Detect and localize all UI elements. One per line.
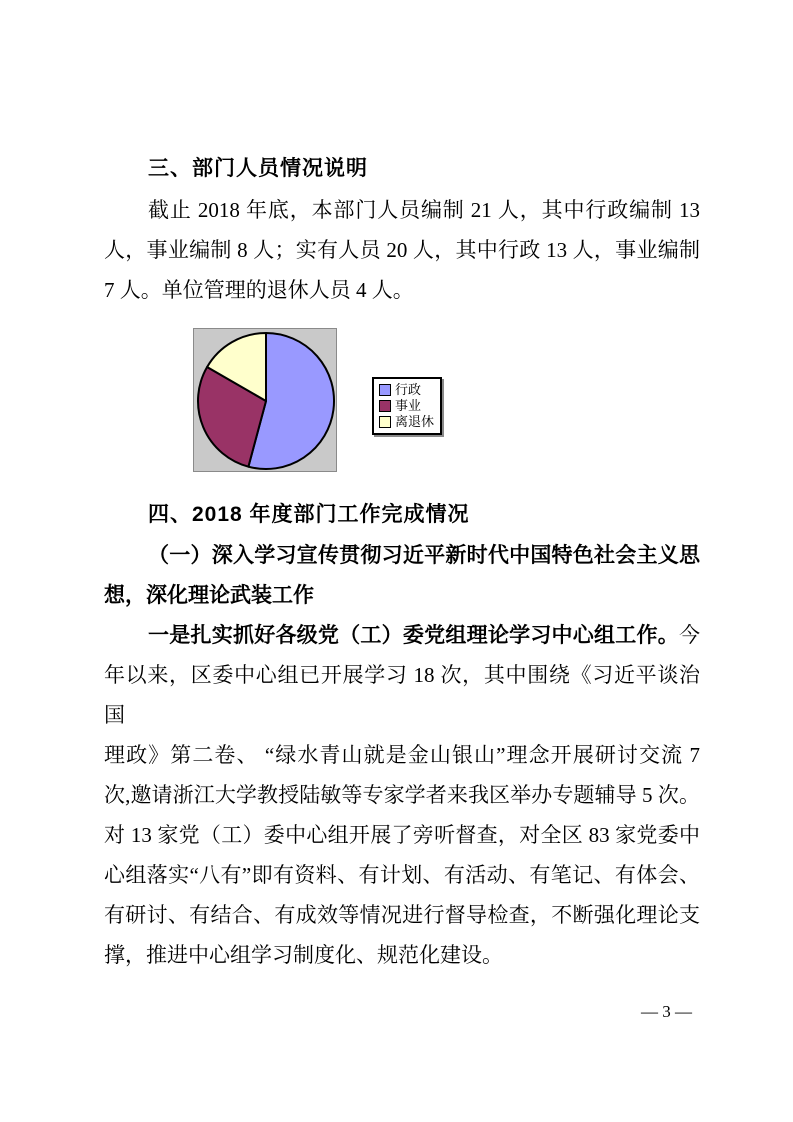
section3-paragraph [104,190,700,310]
paragraph-line [104,615,700,655]
paragraph-line: 有研讨、有结合、有成效等情况进行督导检查，不断强化理论支 [104,903,700,927]
page-number: — 3 — [641,1002,692,1021]
paragraph-line: 截止 2018 年底，本部门人员编制 21 人，其中行政编制 13 [148,198,700,222]
legend-label: 离退休 [395,414,435,429]
paragraph-line: 年以来，区委中心组已开展学习 18 次，其中围绕《习近平谈治国 [104,663,700,727]
subsection1-heading [104,535,700,615]
legend-item [379,415,434,429]
paragraph-line: 人，事业编制 8 人；实有人员 20 人，其中行政 13 人，事业编制 [104,238,700,262]
section4-heading: 四、2018 年度部门工作完成情况 [148,503,470,526]
paragraph-line: 对 13 家党（工）委中心组开展了旁听督查，对全区 83 家党委中 [104,823,700,847]
paragraph-line: 心组落实“八有”即有资料、有计划、有活动、有笔记、有体会、 [104,863,700,887]
subsection-heading-line: 想，深化理论武装工作 [104,583,314,607]
paragraph-bold-lead: 一是扎实抓好各级党（工）委党组理论学习中心组工作。 [148,623,679,647]
paragraph-line: 撑，推进中心组学习制度化、规范化建设。 [104,943,503,967]
subsection-heading-line: （一）深入学习宣传贯彻习近平新时代中国特色社会主义思 [148,543,700,567]
paragraph-text: 今 [679,623,700,647]
section4-paragraph [104,615,700,975]
legend-label: 事业 [395,398,422,413]
legend-swatch-lituixiu [379,416,391,428]
legend-label: 行政 [395,382,422,397]
pie-chart-svg [193,328,339,474]
paragraph-line: 7 人。单位管理的退休人员 4 人。 [104,278,414,302]
paragraph-line: 次,邀请浙江大学教授陆敏等专家学者来我区举办专题辅导 5 次。 [104,783,700,807]
legend-item [379,399,434,413]
personnel-pie-chart [193,328,613,478]
paragraph-line: 理政》第二卷、 “绿水青山就是金山银山”理念开展研讨交流 7 [104,743,700,767]
chart-legend [372,377,442,435]
legend-swatch-shiye [379,400,391,412]
legend-swatch-xingzheng [379,384,391,396]
legend-item [379,383,434,397]
section3-heading: 三、部门人员情况说明 [148,157,368,180]
pie-plot-area [193,328,337,472]
